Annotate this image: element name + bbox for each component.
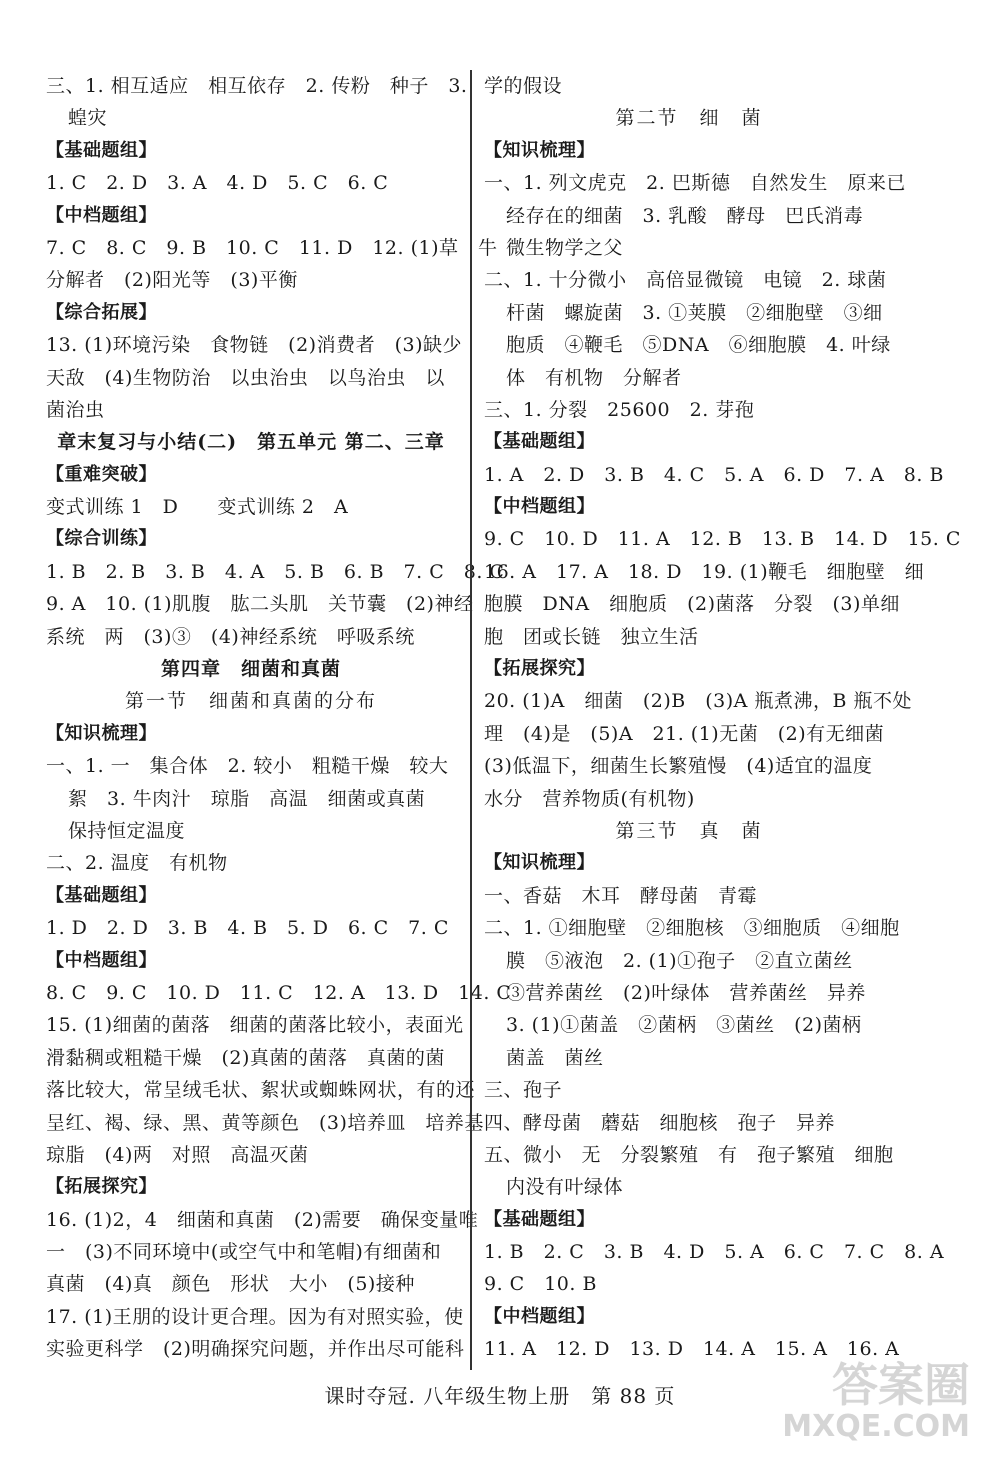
section-heading: 【基础题组】	[46, 884, 157, 906]
answer-line: 三、1. 分裂 25600 2. 芽孢	[484, 398, 755, 421]
subsection-title: 第三节 真 菌	[615, 819, 763, 842]
answer-line: 变式训练 1 D 变式训练 2 A	[46, 496, 349, 519]
watermark-cn: 答案圈	[832, 1358, 970, 1412]
answer-line: 15. (1)细菌的菌落 细菌的菌落比较小，表面光	[46, 1014, 464, 1037]
answer-line: 9. C 10. B	[484, 1273, 597, 1296]
subsection-title: 第一节 细菌和真菌的分布	[124, 690, 377, 713]
answer-line: 三、孢子	[484, 1079, 563, 1102]
answer-line: 11. A 12. D 13. D 14. A 15. A 16. A	[484, 1338, 900, 1361]
section-heading: 【知识梳理】	[484, 852, 595, 874]
answer-line: 杆菌 螺旋菌 3. ①荚膜 ②细胞壁 ③细	[506, 301, 883, 324]
answer-line: 五、微小 无 分裂繁殖 有 孢子繁殖 细胞	[484, 1143, 894, 1166]
section-heading: 【拓展探究】	[484, 658, 595, 680]
answer-line: 分解者 (2)阳光等 (3)平衡	[46, 269, 298, 292]
answer-line: 9. A 10. (1)肌腹 肱二头肌 关节囊 (2)神经	[46, 593, 474, 616]
answer-line: 水分 营养物质(有机物)	[484, 787, 695, 810]
answer-line: 3. (1)①菌盖 ②菌柄 ③菌丝 (2)菌柄	[506, 1014, 862, 1037]
left-column	[46, 70, 512, 1366]
answer-line: 7. C 8. C 9. B 10. C 11. D 12. (1)草 牛	[46, 236, 498, 259]
answer-line: 16. (1)2，4 细菌和真菌 (2)需要 确保变量唯	[46, 1208, 479, 1231]
section-heading: 【中档题组】	[484, 496, 595, 518]
section-heading: 【综合拓展】	[46, 301, 157, 323]
answer-line: 1. C 2. D 3. A 4. D 5. C 6. C	[46, 172, 389, 195]
answer-line: 一 (3)不同环境中(或空气中和笔帽)有细菌和	[46, 1241, 442, 1264]
answer-line: 琼脂 (4)两 对照 高温灭菌	[46, 1143, 309, 1166]
section-heading: 【拓展探究】	[46, 1176, 157, 1198]
answer-line: 1. A 2. D 3. B 4. C 5. A 6. D 7. A 8. B	[484, 463, 944, 486]
answer-line: 内没有叶绿体	[506, 1176, 624, 1199]
answer-line: 9. C 10. D 11. A 12. B 13. B 14. D 15. C	[484, 528, 961, 551]
answer-line: 20. (1)A 细菌 (2)B (3)A 瓶煮沸，B 瓶不处	[484, 690, 912, 713]
chapter-title: 章末复习与小结(二) 第五单元 第二、三章	[57, 431, 445, 454]
section-heading: 【中档题组】	[46, 204, 157, 226]
section-heading: 【知识梳理】	[484, 139, 595, 161]
answer-line: 13. (1)环境污染 食物链 (2)消费者 (3)缺少	[46, 334, 462, 357]
answer-line: 呈红、褐、绿、黑、黄等颜色 (3)培养皿 培养基	[46, 1111, 484, 1134]
answer-line: 三、1. 相互适应 相互依存 2. 传粉 种子 3.	[46, 75, 468, 97]
answer-line: 二、2. 温度 有机物	[46, 852, 228, 875]
answer-line: 胞膜 DNA 细胞质 (2)菌落 分裂 (3)单细	[484, 593, 900, 616]
answer-line: 1. B 2. B 3. B 4. A 5. B 6. B 7. C 8. C	[46, 560, 505, 583]
answer-line: 菌盖 菌丝	[506, 1046, 604, 1069]
column-divider	[470, 70, 472, 1370]
watermark-en: MXQE.COM	[782, 1409, 970, 1444]
section-heading: 【基础题组】	[484, 431, 595, 453]
answer-line: 天敌 (4)生物防治 以虫治虫 以鸟治虫 以	[46, 366, 445, 389]
answer-line: 理 (4)是 (5)A 21. (1)无菌 (2)有无细菌	[484, 722, 885, 745]
answer-line: 一、香菇 木耳 酵母菌 青霉	[484, 884, 758, 907]
answer-line: 保持恒定温度	[68, 819, 186, 842]
answer-line: 一、1. 一 集合体 2. 较小 粗糙干燥 较大	[46, 755, 449, 778]
watermark-logo	[782, 1360, 970, 1444]
section-heading: 【基础题组】	[484, 1208, 595, 1230]
answer-line: 滑黏稠或粗糙干燥 (2)真菌的菌落 真菌的菌	[46, 1046, 445, 1069]
answer-line: 8. C 9. C 10. D 11. C 12. A 13. D 14. C	[46, 981, 512, 1004]
answer-line: 学的假设	[484, 75, 563, 97]
answer-line: 二、1. ①细胞壁 ②细胞核 ③细胞质 ④细胞	[484, 917, 900, 940]
section-heading: 【重难突破】	[46, 463, 157, 485]
answer-line: 胞质 ④鞭毛 ⑤DNA ⑥细胞膜 4. 叶绿	[506, 334, 891, 357]
section-heading: 【知识梳理】	[46, 722, 157, 744]
answer-line: 蝗灾	[68, 107, 108, 130]
answer-line: 膜 ⑤液泡 2. (1)①孢子 ②直立菌丝	[506, 949, 853, 972]
chapter-title: 第四章 细菌和真菌	[160, 658, 341, 681]
answer-line: 系统 两 (3)③ (4)神经系统 呼吸系统	[46, 625, 415, 648]
answer-line: 絮 3. 牛肉汁 琼脂 高温 细菌或真菌	[68, 787, 426, 810]
section-heading: 【基础题组】	[46, 139, 157, 161]
answer-line: 体 有机物 分解者	[506, 366, 682, 389]
answer-line: ③营养菌丝 (2)叶绿体 营养菌丝 异养	[506, 981, 866, 1004]
right-column	[484, 70, 961, 1366]
section-heading: 【综合训练】	[46, 528, 157, 550]
answer-line: 实验更科学 (2)明确探究问题，并作出尽可能科	[46, 1338, 465, 1361]
answer-line: 胞 团或长链 独立生活	[484, 625, 699, 648]
section-heading: 【中档题组】	[484, 1305, 595, 1327]
page-footer: 课时夺冠. 八年级生物上册 第 88 页	[324, 1384, 676, 1408]
answer-line: 菌治虫	[46, 398, 105, 421]
section-heading: 【中档题组】	[46, 949, 157, 971]
answer-line: 二、1. 十分微小 高倍显微镜 电镜 2. 球菌	[484, 269, 887, 292]
answer-line: 经存在的细菌 3. 乳酸 酵母 巴氏消毒	[506, 204, 864, 227]
answer-line: 四、酵母菌 蘑菇 细胞核 孢子 异养	[484, 1111, 836, 1134]
answer-line: (3)低温下，细菌生长繁殖慢 (4)适宜的温度	[484, 755, 873, 778]
answer-line: 真菌 (4)真 颜色 形状 大小 (5)接种	[46, 1273, 415, 1296]
answer-line: 17. (1)王朋的设计更合理。因为有对照实验，使	[46, 1305, 464, 1328]
answer-line: 微生物学之父	[506, 236, 624, 259]
subsection-title: 第二节 细 菌	[615, 107, 763, 130]
answer-line: 1. B 2. C 3. B 4. D 5. A 6. C 7. C 8. A	[484, 1241, 945, 1264]
answer-line: 一、1. 列文虎克 2. 巴斯德 自然发生 原来已	[484, 172, 906, 195]
answer-line: 落比较大，常呈绒毛状、絮状或蜘蛛网状，有的还	[46, 1079, 476, 1102]
answer-line: 16. A 17. A 18. D 19. (1)鞭毛 细胞壁 细	[484, 560, 925, 583]
answer-line: 1. D 2. D 3. B 4. B 5. D 6. C 7. C	[46, 917, 449, 940]
